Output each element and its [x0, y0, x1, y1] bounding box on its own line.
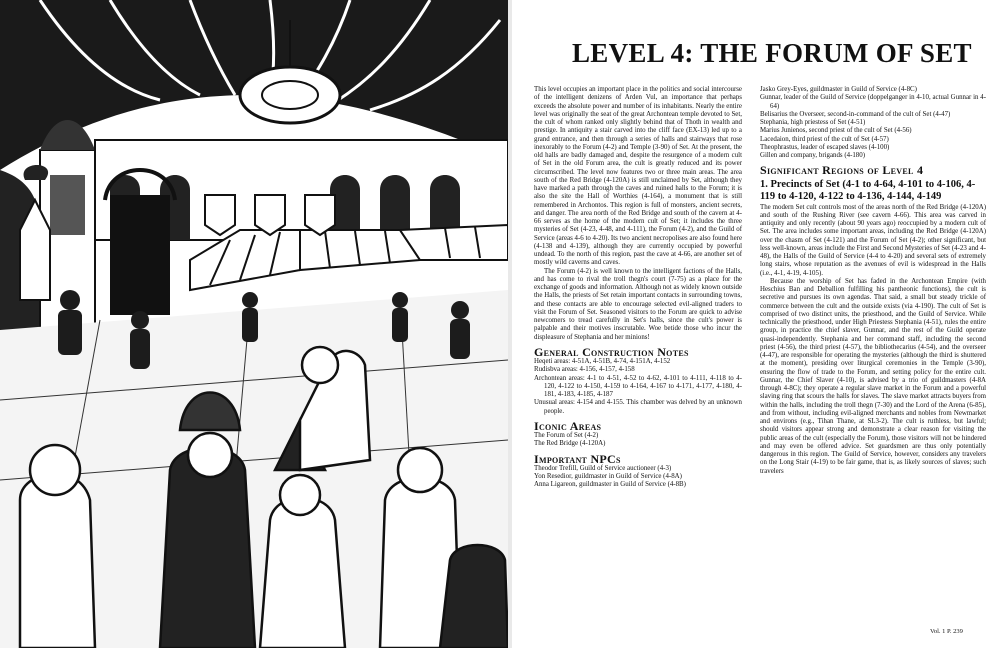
- construction-item: Unusual areas: 4-154 and 4-155. This chamber was delved by an unknown people.: [534, 399, 742, 415]
- region-paragraph-2: Because the worship of Set has faded in the Archontean Empire (with Heschius Ban and Deballion fulfilling his pantheonic functions), the cult is secretive and pursues its own agendas. That said, a small but steady trickle of commerce between the cult and the outside exists (via 4-190). The cult of Set is comprised of two distinct units, the priesthood, and the Guild of Service. While technically the priesthood, under High Priestess Stephania (4-51), rules the entire group, in practice the chief slaver, Gunnar, and the rest of the Guild operate quasi-independently. Stephania and her command staff, including the second priest (4-56), the third priest (4-57), the bibliothecarius (4-54), and the overseer (4-47), are responsible for operating the mysteries (although the third is shuttered at the moment), presiding over liturgical ceremonies in the Temple (3-90), ensuring the flow of trade to the Forum, and setting policy for the entire cult. Gunnar, the Chief Slaver (4-10), is advised by a trio of guildmasters (4-8A through 4-8C); they operate a regular slave market in the Forum and a powerful slaving ring that scours the halls for slaves. The slave market attracts buyers from within the halls, including the troll thegn (7-30) and the Lord of the Arena (6-85), and from without, including evil-aligned merchants and nobles from Newmarket and environs (e.g., Tihan Thane, at SL3-2). The cult is ruthless, but lawful; should visitors appear strong and demonstrate a clear reason for visiting the public areas of the cult (especially the Forum), those visitors will not be hindered and may even be offered advice. Set guardsmen are thus only potentially dangerous in this region. The Guild of Service, however, considers any travelers on the Long Stair (4-19) to be fair game, that is, as likely sources of slaves; such travelers: [760, 277, 986, 475]
- npc-item: Anna Ligareon, guildmaster in Guild of Service (4-8B): [534, 481, 686, 489]
- page-number: Vol. 1 P. 239: [930, 628, 963, 635]
- left-column: [534, 86, 742, 490]
- npc-item: Stephania, high priestess of Set (4-51): [760, 119, 866, 126]
- npc-item: Marius Junienos, second priest of the cult of Set (4-56): [760, 127, 912, 135]
- iconic-item: The Red Bridge (4-120A): [534, 440, 606, 448]
- right-column: [760, 86, 986, 476]
- npc-item: Gunnar, leader of the Guild of Service (doppelganger in 4-10, actual Gunnar in 4-64): [760, 94, 986, 110]
- iconic-item: The Forum of Set (4-2): [534, 432, 599, 439]
- text-page: [512, 0, 1005, 648]
- construction-heading: General Construction Notes: [534, 344, 689, 359]
- npc-item: Jasko Grey-Eyes, guildmaster in Guild of Service (4-8C): [760, 86, 917, 93]
- npc-item: Gillen and company, brigands (4-180): [760, 152, 865, 159]
- regions-heading: Significant Regions of Level 4: [760, 163, 924, 178]
- npc-item: Belisarius the Overseer, second-in-command of the cult of Set (4-47): [760, 110, 951, 118]
- npc-item: Theophrastus, leader of escaped slaves (4-100): [760, 143, 890, 151]
- page-title: LEVEL 4: THE FORUM OF SET: [572, 38, 972, 68]
- intro-paragraph-1: This level occupies an important place in the politics and social intercourse of the intelligent denizens of Arden Vul, an importance that perhaps exceeds the absolute power and number of its inhabitants. Nearly the entire level was originally the seat of the great Archontean temple devoted to Set, the cult of whom ranked only slightly behind that of Thoth in wealth and prestige. In antiquity a stair carved into the cliff face (EX-13) led up to a grand entrance, and then through a series of halls and stairways that rose inexorably to the Forum (4-2) and Temple (3-90) of Set. At the present, the old halls are badly damaged and, despite the resurgence of a modern cult of Set in the old Forum area, the cult is greatly reduced and its power circumscribed. The level now features two or three main areas. The area south of the Red Bridge (4-120A) is still unclaimed by Set, although they have marked a path through the caves and ruined halls to the Forum; it is also the site the Hall of Worthies (4-164), a monument that is still remembered in Archontos. This region is full of monsters, ancient secrets, and danger. The area north of the Red Bridge and south of the cavern at 4-66 serves as the home of the modern cult of Set; it includes the three mysteries of Set (4-23, 4-48, and 4-111), the Forum (4-2), and the Guild of Service (areas 4-6 to 4-20). Its two ancient necropolises are also found here (4-138 and 4-139), although they are currently occupied by powerful undead. To the north of this region, past the cave at 4-66, are another set of mostly wild caverns and caves.: [534, 86, 742, 267]
- npc-item: Theodor Trefill, Guild of Service auctioneer (4-3): [534, 464, 672, 472]
- npc-item: Yon Resedior, guildmaster in Guild of Service (4-8A): [534, 473, 682, 480]
- region-subheading: 1. Precincts of Set (4-1 to 4-64, 4-101 to 4-106, 4-119 to 4-120, 4-122 to 4-136, 4-144, 4-149: [760, 178, 976, 202]
- construction-item: Rudisbva areas: 4-156, 4-157, 4-158: [534, 366, 635, 374]
- npc-item: Lacedaion, third priest of the cult of Set (4-57): [760, 135, 889, 143]
- region-paragraph-1: The modern Set cult controls most of the areas north of the Red Bridge (4-120A) and south of the Rushing River (see cavern 4-66). This area was carved in antiquity and only recently (about 90 years ago) reoccupied by a modern cult of Set. The area includes some important areas, including the Red Bridge (4-120A) over the chasm of Set (4-121) and the Forum of Set (4-2); other significant, but less well-known, areas include the First and Second Mysteries of Set (4-23 and 4-48), the Halls of the Guild of Service (4-4 to 4-20) and several sets of extremely long stairs, whose reputation as the avenues of evil is widespread in the Halls (i.e., 4-1, 4-19, 4-105).: [760, 203, 986, 277]
- construction-item: Archontean areas: 4-1 to 4-51, 4-52 to 4-62, 4-101 to 4-111, 4-118 to 4-120, 4-122 to 4-150, 4-159 to 4-164, 4-167 to 4-171, 4-177, 4-180, 4-181, 4-183, 4-185, 4-187: [534, 374, 742, 398]
- intro-paragraph-2: The Forum (4-2) is well known to the intelligent factions of the Halls, and has come to rival the troll thegn's court (7-75) as a place for the exchange of goods and information. Although not as widely known outside the Halls, the priests of Set retain important contacts in surrounding towns, and these contacts are able to encourage selected evil-aligned traders to visit the Forum of Set. Seasoned visitors to the Forum are quick to advise newcomers to tread carefully in Set's halls, since the cult's power is palpable and their motives inscrutable. Woe betide those who incur the displeasure of Stephania and her minions!: [534, 267, 742, 341]
- iconic-heading: Iconic Areas: [534, 418, 602, 433]
- construction-item: Heqeti areas: 4-51A, 4-51B, 4-74, 4-151A, 4-152: [534, 358, 671, 365]
- npc-heading: Important NPCs: [534, 451, 621, 466]
